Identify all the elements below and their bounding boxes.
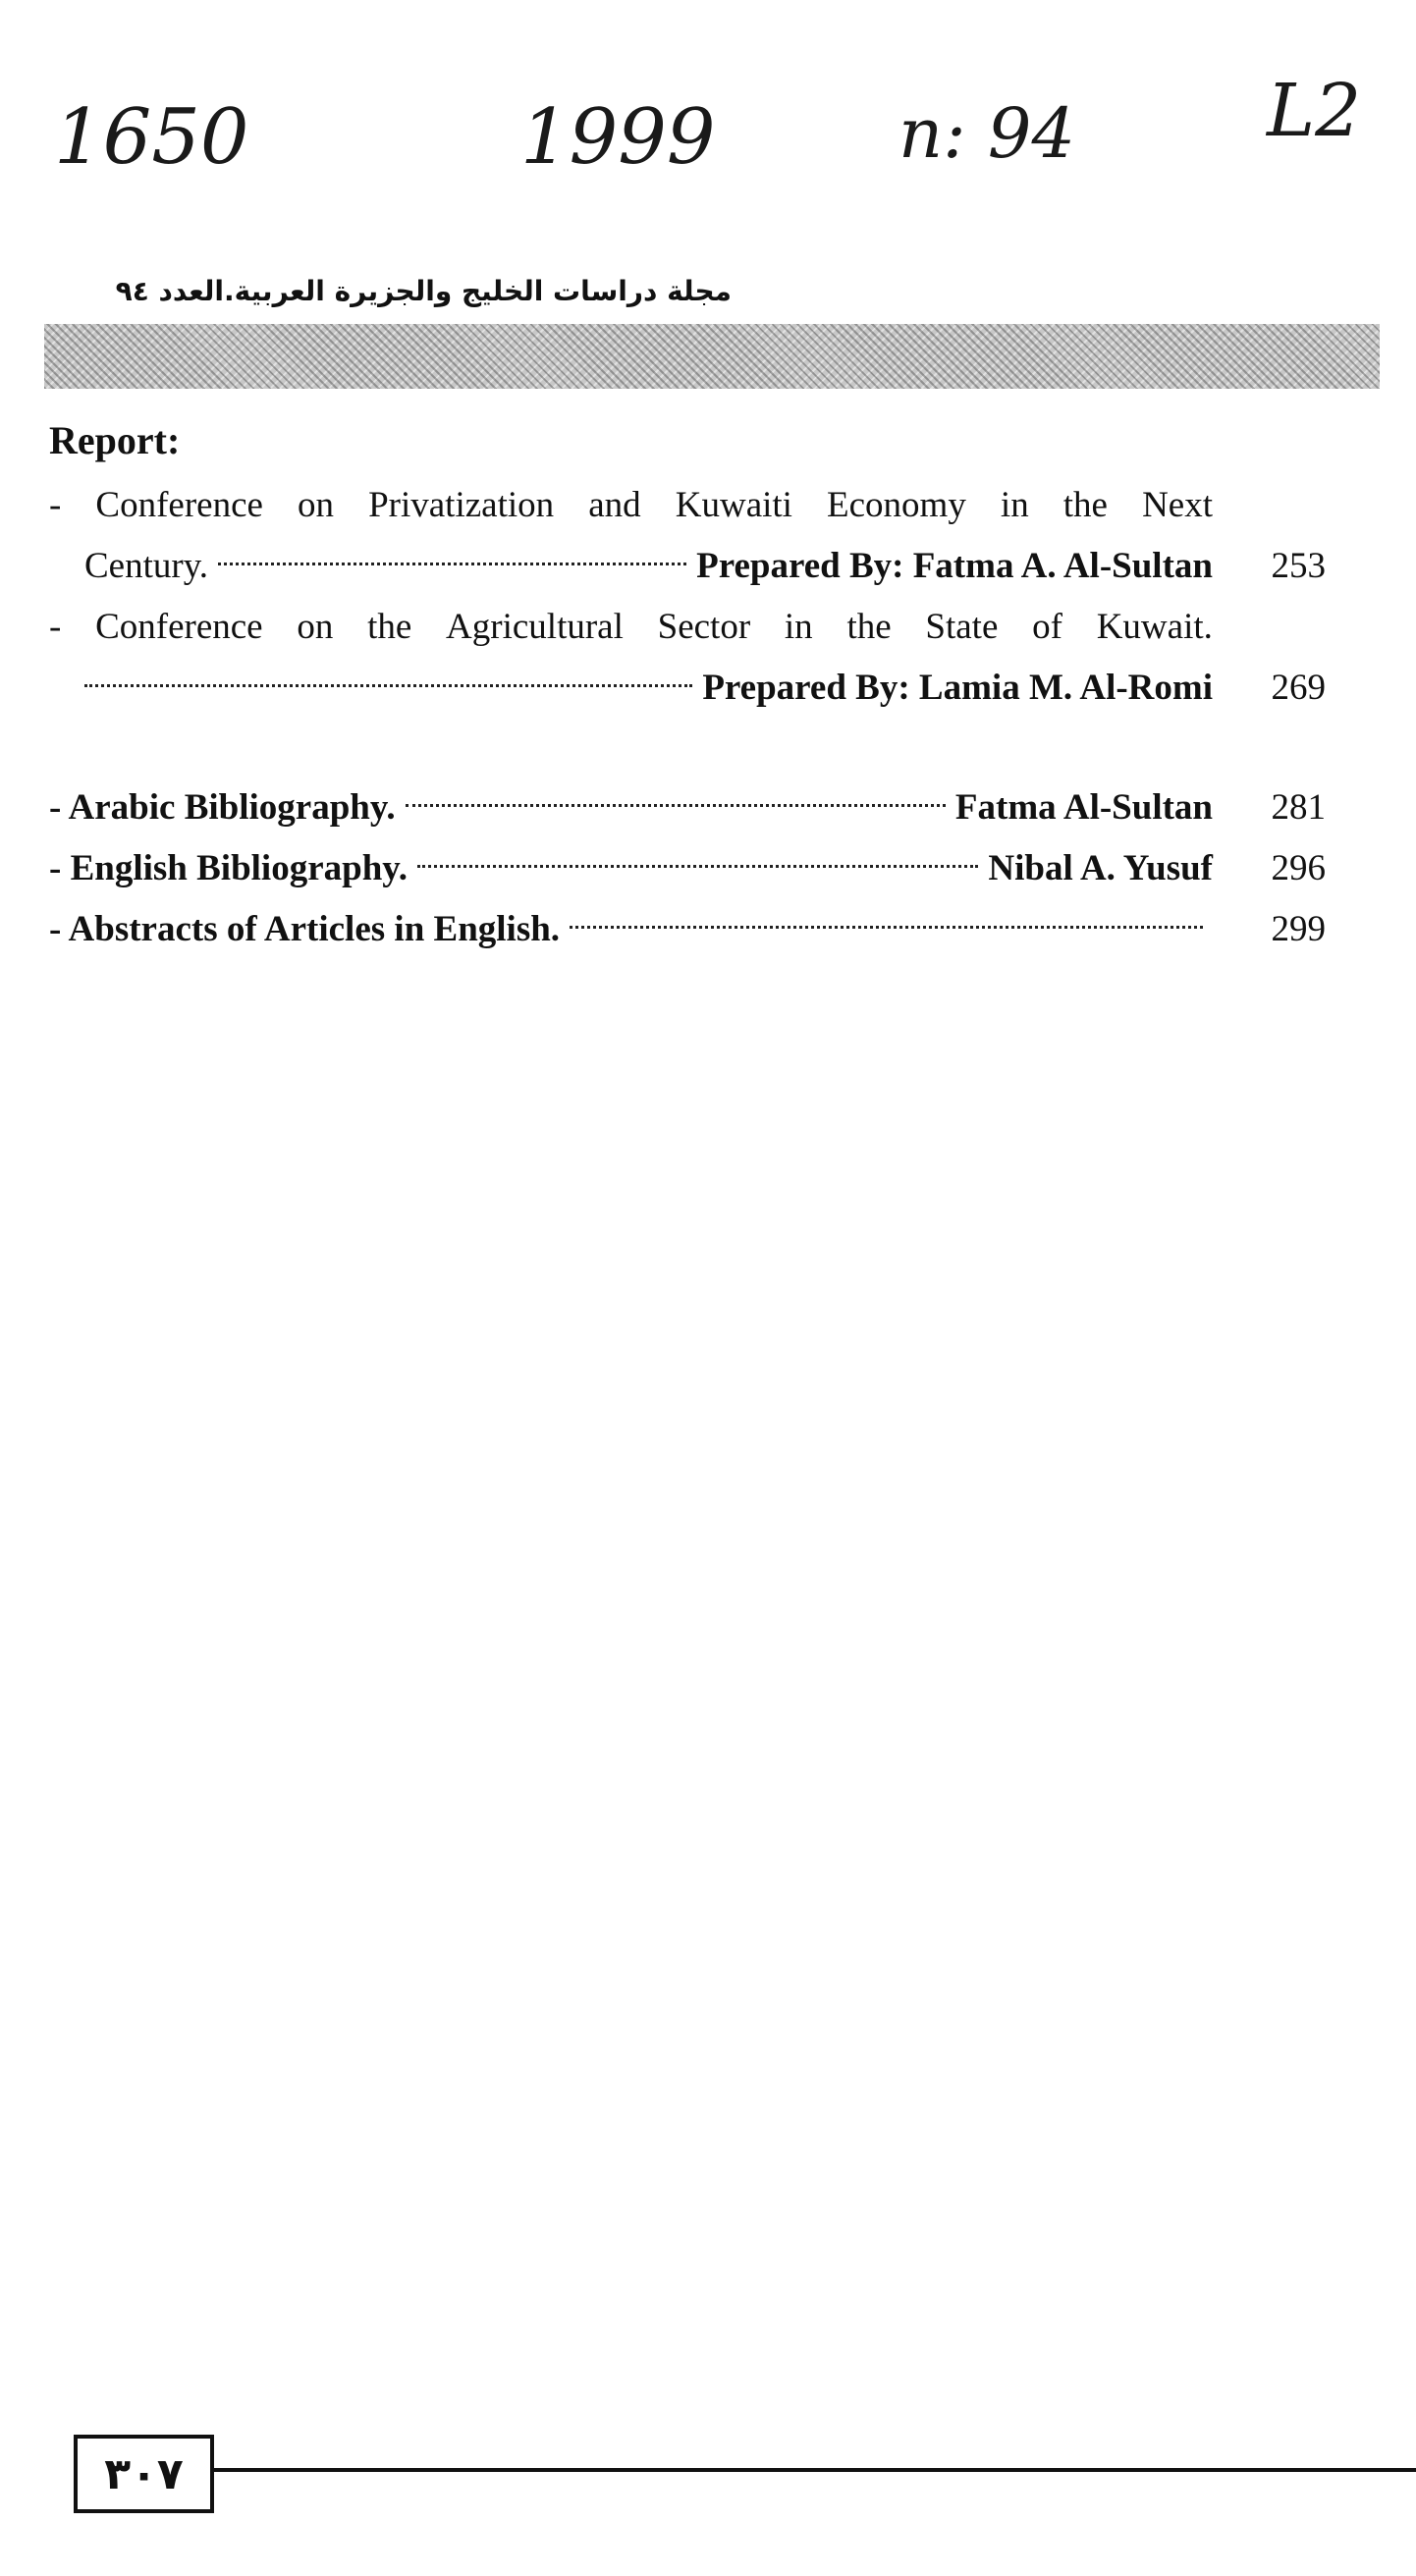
- toc-entry-title: - Abstracts of Articles in English.: [49, 909, 561, 949]
- word: on: [297, 607, 334, 647]
- toc-entry-page: 253: [1271, 546, 1326, 586]
- toc-entry-title-line: [49, 597, 1213, 658]
- word: in: [1000, 485, 1029, 525]
- toc-entry-arabic-bibliography[interactable]: [49, 778, 1326, 838]
- leader-dots: [406, 804, 946, 807]
- toc-entry-abstracts[interactable]: [49, 899, 1326, 960]
- word: Conference: [95, 607, 263, 647]
- page-number: ٣٠٧: [104, 2448, 184, 2499]
- toc-entry-line: [49, 778, 1213, 838]
- toc-entry-author: Nibal A. Yusuf: [988, 848, 1213, 888]
- toc-entry-title-line: [49, 475, 1213, 536]
- leader-dots: [84, 684, 692, 687]
- word: and: [588, 485, 641, 525]
- word: Conference: [95, 485, 263, 525]
- toc-entry-privatization[interactable]: [49, 475, 1326, 597]
- leader-dots: [570, 926, 1203, 929]
- handwritten-code: L2: [1267, 69, 1362, 153]
- toc-entry-title: - Arabic Bibliography.: [49, 787, 396, 828]
- page-number-box: [74, 2435, 214, 2513]
- handwritten-year-1999: 1999: [520, 93, 716, 182]
- word: Privatization: [368, 485, 555, 525]
- leader-dots: [218, 563, 686, 565]
- table-of-contents: [49, 417, 1345, 960]
- header-texture-band: [44, 324, 1380, 389]
- word: State: [925, 607, 999, 647]
- word: Next: [1142, 485, 1213, 525]
- word: on: [298, 485, 334, 525]
- handwritten-issue-number: n: 94: [899, 93, 1075, 174]
- toc-entry-line: [49, 838, 1213, 899]
- word: -: [49, 485, 62, 525]
- word: the: [1062, 485, 1108, 525]
- toc-entry-author: Fatma Al-Sultan: [954, 787, 1213, 828]
- toc-entry-page: 299: [1271, 909, 1326, 949]
- word: of: [1032, 607, 1062, 647]
- toc-entry-english-bibliography[interactable]: [49, 838, 1326, 899]
- toc-entry-author: Prepared By: Fatma A. Al-Sultan: [696, 546, 1213, 586]
- toc-entry-page: 281: [1271, 787, 1326, 828]
- toc-entry-title-end: Century.: [84, 546, 209, 586]
- toc-entry-author: Prepared By: Lamia M. Al-Romi: [702, 668, 1213, 708]
- toc-entry-line: [49, 899, 1213, 960]
- leader-dots: [417, 865, 978, 868]
- journal-header: مجلة دراسات الخليج والجزيرة العربية.العدد ٩٤: [115, 275, 732, 307]
- word: -: [49, 607, 62, 647]
- word: Economy: [827, 485, 966, 525]
- toc-entry-page: 269: [1271, 668, 1326, 708]
- toc-entry-page: 296: [1271, 848, 1326, 888]
- toc-entry-author-line: [49, 536, 1213, 597]
- toc-entry-title: - English Bibliography.: [49, 848, 408, 888]
- word: in: [784, 607, 813, 647]
- toc-entry-author-line: [49, 658, 1213, 719]
- footer-rule: [214, 2468, 1416, 2472]
- word: Sector: [657, 607, 751, 647]
- handwritten-number-1650: 1650: [54, 93, 249, 182]
- word: Kuwaiti: [675, 485, 792, 525]
- report-heading: Report:: [49, 418, 181, 462]
- word: the: [367, 607, 412, 647]
- word: Kuwait.: [1096, 607, 1213, 647]
- word: Agricultural: [446, 607, 624, 647]
- word: the: [846, 607, 892, 647]
- toc-entry-agriculture[interactable]: [49, 597, 1326, 719]
